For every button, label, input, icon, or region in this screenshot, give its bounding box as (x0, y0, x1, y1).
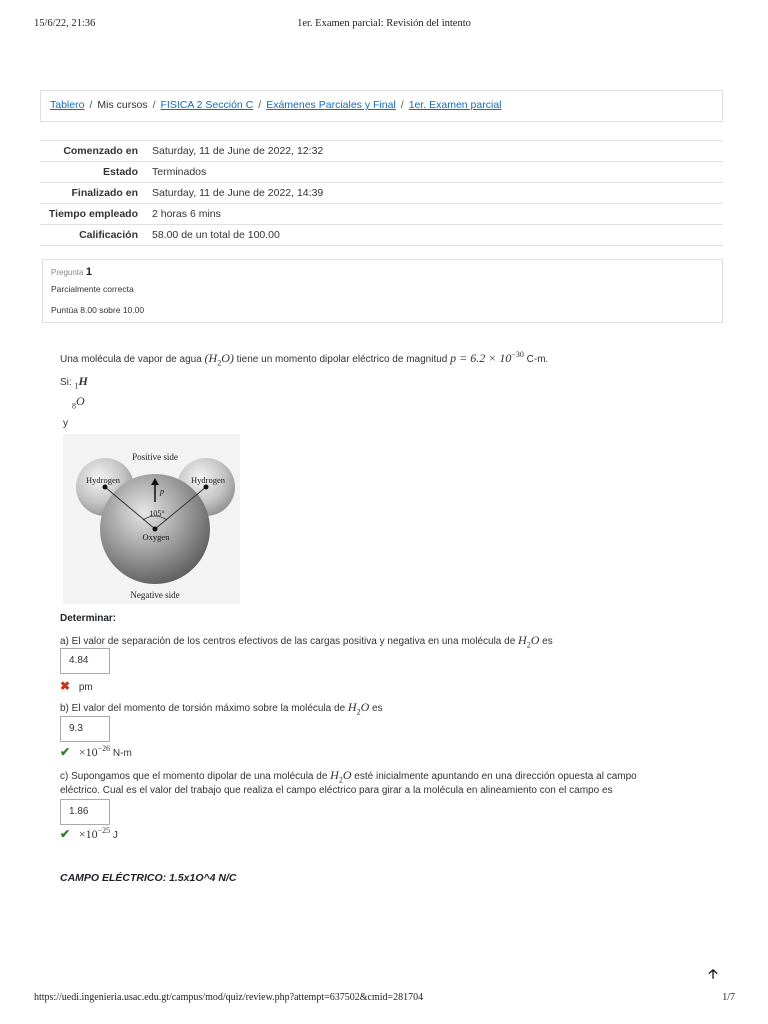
summary-value: Saturday, 11 de June de 2022, 14:39 (146, 183, 723, 204)
h2o-formula (347, 700, 370, 717)
part-b-text: b) El valor del momento de torsión máximo sobre la molécula de (60, 703, 346, 714)
breadcrumb-course[interactable]: FISICA 2 Sección C (160, 99, 254, 111)
breadcrumb-separator: / (258, 99, 262, 111)
part-a-feedback (60, 679, 93, 693)
part-a-answer-field[interactable]: 4.84 (60, 648, 110, 674)
hydrogen-right-label: Hydrogen (191, 475, 225, 485)
oxygen-index: 8 (72, 401, 76, 411)
breadcrumb-separator: / (89, 99, 93, 111)
angle-label: 105° (149, 509, 165, 518)
dipole-unit: C-m. (526, 354, 549, 365)
part-c-text-end: esté inicialmente apuntando en una dirección opuesta al campo (354, 771, 637, 782)
part-b-prompt (60, 700, 383, 716)
multiplier-base: ×10 (78, 745, 98, 759)
breadcrumb-tablero[interactable]: Tablero (50, 99, 85, 111)
multiplier-exponent: −26 (97, 744, 111, 753)
part-c-unit: J (112, 830, 118, 841)
question-label: Pregunta (51, 268, 84, 277)
si-label: Si: (60, 377, 72, 388)
oxygen-label: Oxygen (142, 532, 170, 542)
summary-key: Tiempo empleado (40, 204, 146, 225)
part-c-answer-field[interactable]: 1.86 (60, 799, 110, 825)
summary-value: 2 horas 6 mins (146, 204, 723, 225)
summary-value: Saturday, 11 de June de 2022, 12:32 (146, 141, 723, 162)
summary-row-started (40, 141, 723, 162)
summary-key: Finalizado en (40, 183, 146, 204)
breadcrumb-mis-cursos: Mis cursos (97, 99, 148, 111)
electric-field-note: CAMPO ELÉCTRICO: 1.5x1O^4 N/C (60, 872, 237, 884)
h2o-sub: 2 (526, 640, 531, 650)
intro-before: Una molécula de vapor de agua (60, 354, 202, 365)
question-heading (51, 266, 714, 278)
si-line (60, 374, 88, 390)
intro-mid: tiene un momento dipolar eléctrico de magnitud (236, 354, 448, 365)
breadcrumb (40, 90, 723, 122)
y-line: y (63, 418, 68, 429)
print-date: 15/6/22, 21:36 (34, 18, 96, 29)
part-c-multiplier (79, 827, 110, 841)
print-url: https://uedi.ingenieria.usac.edu.gt/campus/mod/quiz/review.php?attempt=637502&cmid=281704 (34, 992, 424, 1003)
dipole-value (450, 351, 524, 365)
print-footer (0, 992, 768, 1006)
h2o-sub: 2 (356, 707, 361, 717)
summary-row-state (40, 162, 723, 183)
h2o-formula: $(H_2O)$ (204, 351, 234, 368)
positive-side-label: Positive side (132, 452, 178, 462)
part-a-prompt (60, 633, 553, 649)
summary-key: Calificación (40, 225, 146, 246)
h2o-formula (518, 633, 540, 650)
breadcrumb-separator: / (152, 99, 156, 111)
attempt-summary-table (40, 140, 723, 246)
water-molecule-figure (63, 434, 240, 604)
h2o-h: H (330, 768, 339, 782)
part-c-feedback (60, 826, 118, 842)
h2o-o: O (360, 700, 370, 714)
h2o-sub: 2 (338, 775, 343, 785)
summary-value: Terminados (146, 162, 723, 183)
determine-label: Determinar: (60, 613, 117, 624)
negative-side-label: Negative side (130, 590, 180, 600)
hydrogen-index: 1 (74, 381, 79, 391)
oxygen-symbol (72, 394, 85, 411)
part-b-text-end: es (372, 703, 383, 714)
dipole-exponent: −30 (511, 350, 524, 359)
part-a-unit: pm (78, 682, 93, 693)
dipole-base: p = 6.2 × 10 (450, 351, 512, 365)
summary-value: 58.00 de un total de 100.00 (146, 225, 723, 246)
part-b-unit: N-m (112, 748, 132, 759)
oxygen-letter: O (76, 394, 85, 408)
question-state: Parcialmente correcta (51, 284, 134, 294)
print-page-number: 1/7 (722, 992, 735, 1003)
question-score: Puntúa 8.00 sobre 10.00 (51, 305, 145, 315)
hydrogen-left-center (103, 485, 108, 490)
question-intro (60, 350, 548, 367)
arrow-up-icon: 🡡 (708, 966, 718, 981)
part-a-text: a) El valor de separación de los centros efectivos de las cargas positiva y negativa en una molécula de (60, 636, 516, 647)
breadcrumb-separator: / (400, 99, 404, 111)
part-a-text-end: es (542, 636, 553, 647)
h2o-formula (330, 768, 352, 785)
hydrogen-left-label: Hydrogen (86, 475, 120, 485)
question-info (42, 259, 723, 323)
multiplier-base: ×10 (78, 827, 98, 841)
summary-row-grade (40, 225, 723, 246)
part-c-prompt-line2: eléctrico. Cual es el valor del trabajo que realiza el campo eléctrico para girar a la molécula en alineamiento con el campo es (60, 785, 613, 796)
h2o-sub: 2 (217, 358, 222, 368)
part-c-text: c) Supongamos que el momento dipolar de una molécula de (60, 771, 328, 782)
correct-icon: ✔ (60, 827, 71, 841)
h2o-o: O (342, 768, 352, 782)
incorrect-icon: ✖ (60, 679, 71, 693)
part-b-answer-field[interactable]: 9.3 (60, 716, 110, 742)
summary-key: Estado (40, 162, 146, 183)
part-b-feedback (60, 744, 132, 760)
part-c-prompt (60, 768, 637, 784)
hydrogen-right-center (204, 485, 209, 490)
hydrogen-symbol (74, 374, 88, 391)
h2o-h: H (208, 351, 218, 365)
part-b-multiplier (79, 745, 110, 759)
oxygen-line (72, 394, 85, 410)
summary-row-finished (40, 183, 723, 204)
breadcrumb-quiz[interactable]: 1er. Examen parcial (408, 99, 502, 111)
question-number: 1 (85, 266, 92, 278)
print-title: 1er. Examen parcial: Revisión del intento (297, 18, 471, 29)
multiplier-exponent: −25 (97, 826, 111, 835)
h2o-o: O (221, 351, 230, 365)
back-to-top-button[interactable] (699, 961, 727, 987)
dipole-vector-label: p (160, 487, 164, 496)
summary-row-time (40, 204, 723, 225)
oxygen-center (153, 527, 158, 532)
print-header (0, 18, 768, 32)
water-molecule-diagram (63, 434, 240, 604)
summary-key: Comenzado en (40, 141, 146, 162)
breadcrumb-section[interactable]: Exámenes Parciales y Final (266, 99, 396, 111)
h2o-o: O (530, 633, 540, 647)
h2o-h: H (518, 633, 527, 647)
hydrogen-letter: H (78, 374, 88, 388)
correct-icon: ✔ (60, 745, 71, 759)
h2o-h: H (347, 700, 357, 714)
